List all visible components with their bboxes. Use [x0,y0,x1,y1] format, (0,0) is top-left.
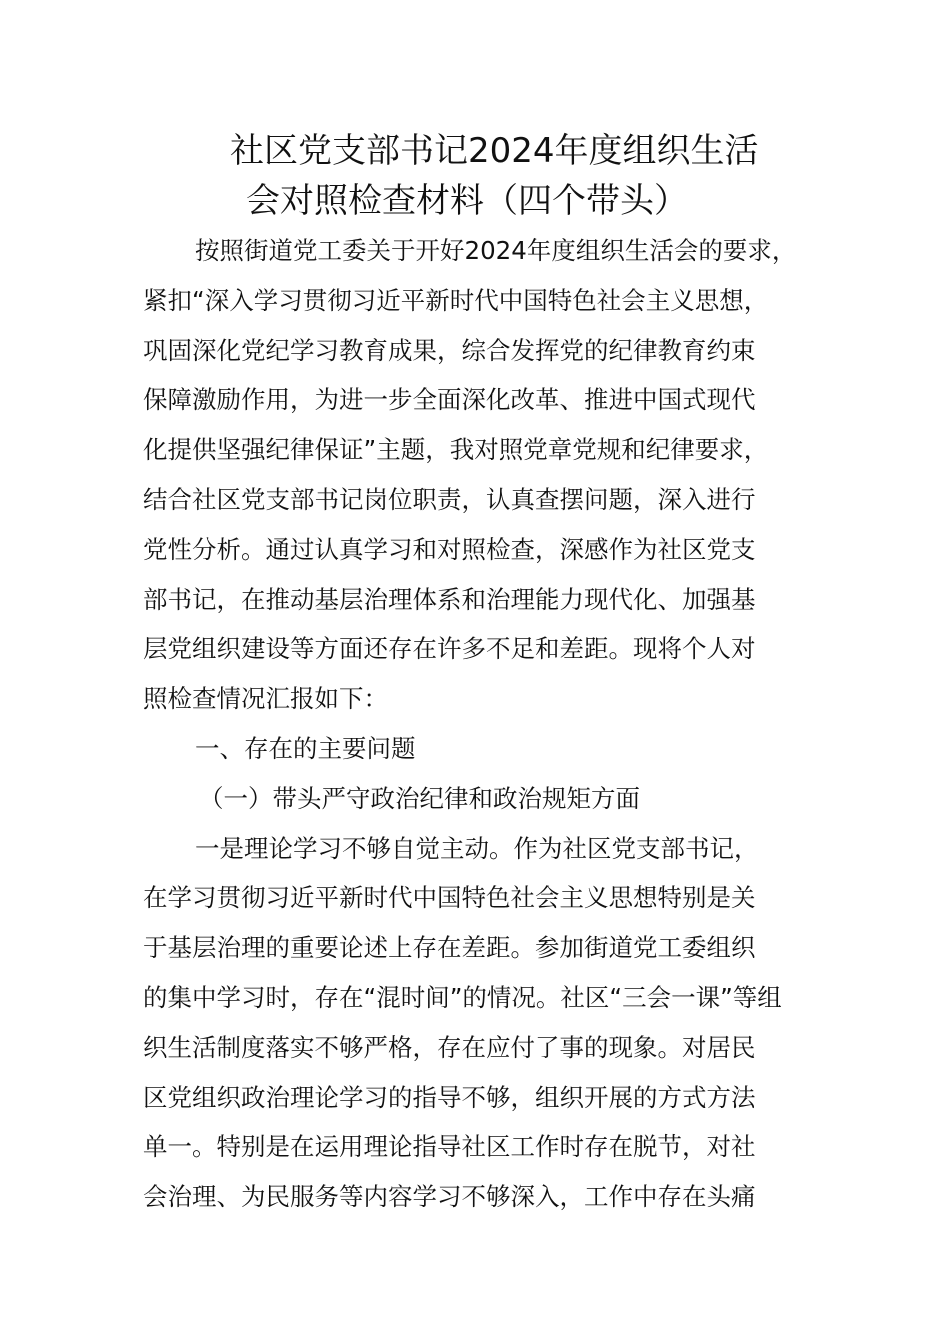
intro-line: 党性分析。通过认真学习和对照检查，深感作为社区党支 [143,534,756,564]
intro-line: 照检查情况汇报如下： [143,684,388,714]
intro-line: 化提供坚强纪律保证”主题，我对照党章党规和纪律要求， [143,435,769,465]
subsection-heading: （一）带头严守政治纪律和政治规矩方面 [199,783,640,813]
intro-line: 紧扣“深入学习贯彻习近平新时代中国特色社会主义思想， [143,285,769,315]
intro-line: 结合社区党支部书记岗位职责，认真查摆问题，深入进行 [143,484,756,514]
section-heading: 一、存在的主要问题 [195,733,416,763]
paragraph-line: 会治理、为民服务等内容学习不够深入，工作中存在头痛 [143,1182,756,1212]
paragraph-line: 于基层治理的重要论述上存在差距。参加街道党工委组织 [143,933,756,963]
document-title-line-1: 社区党支部书记2024年度组织生活 [230,131,759,171]
intro-line: 巩固深化党纪学习教育成果，综合发挥党的纪律教育约束 [143,335,756,365]
paragraph-line: 一是理论学习不够自觉主动。作为社区党支部书记， [195,833,759,863]
intro-line: 按照街道党工委关于开好2024年度组织生活会的要求， [195,236,797,265]
intro-line: 保障激励作用，为进一步全面深化改革、推进中国式现代 [143,385,756,415]
paragraph-line: 区党组织政治理论学习的指导不够，组织开展的方式方法 [143,1082,756,1112]
paragraph-line: 的集中学习时，存在“混时间”的情况。社区“三会一课”等组 [143,982,782,1012]
paragraph-line: 织生活制度落实不够严格，存在应付了事的现象。对居民 [143,1032,756,1062]
paragraph-line: 单一。特别是在运用理论指导社区工作时存在脱节，对社 [143,1132,756,1162]
intro-line: 层党组织建设等方面还存在许多不足和差距。现将个人对 [143,634,756,664]
intro-line: 部书记，在推动基层治理体系和治理能力现代化、加强基 [143,584,756,614]
paragraph-line: 在学习贯彻习近平新时代中国特色社会主义思想特别是关 [143,883,756,913]
document-title-line-2: 会对照检查材料（四个带头） [246,181,688,221]
document-body [143,226,843,1222]
